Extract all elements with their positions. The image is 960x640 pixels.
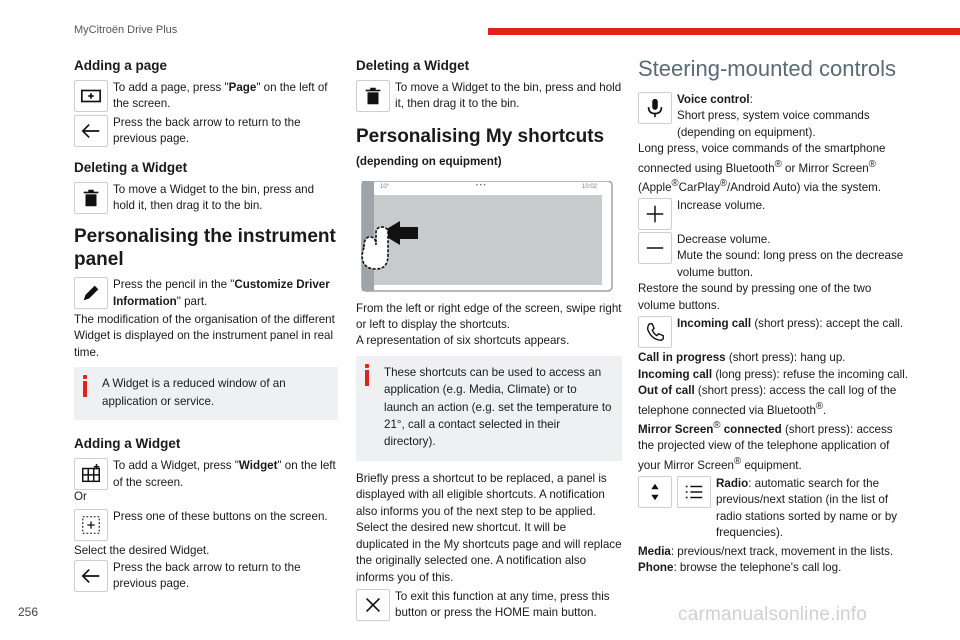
radio-row [638, 476, 910, 542]
step-delete-widget [74, 182, 338, 215]
radio-text-start: Radio: automatic search for the previous/next station (in the list of radio stations sorted by name or by frequencies). [716, 476, 898, 540]
back-arrow-text: Press the back arrow to return to the previous page. [113, 115, 301, 146]
voice-control-text: Voice control: Short press, system voice commands (depending on equipment). [677, 92, 870, 139]
bin-icon [74, 182, 108, 214]
out-of-call-text: Out of call (short press): access the call log of the telephone connected via Bluetooth®. [638, 384, 897, 417]
incoming-call-long-text: Incoming call (long press): refuse the incoming call. [638, 367, 908, 381]
heading-adding-page: Adding a page [74, 58, 168, 73]
info-note-widget [74, 367, 338, 420]
info-icon [364, 364, 370, 386]
bin-icon [356, 80, 390, 112]
column-left [74, 56, 338, 595]
header-accent-bar [488, 28, 960, 35]
incoming-call-row [638, 316, 910, 348]
running-header: MyCitroën Drive Plus [74, 24, 178, 36]
delete-widget-text-2: To move a Widget to the bin, press and hold it, then drag it to the bin. [395, 81, 622, 111]
info-note-shortcuts-text: These shortcuts can be used to access an application (e.g. Media, Climate) or to launch an action (e.g. set the temperature to 21°, call a contact selected in their directory). [384, 365, 612, 449]
page-number: 256 [18, 605, 39, 619]
heading-deleting-widget-2: Deleting a Widget [356, 58, 470, 73]
info-note-text: A Widget is a reduced window of an application or service. [102, 377, 286, 408]
add-widget-text: To add a Widget, press "Widget" on the left of the screen. [113, 459, 336, 489]
phone-icon [638, 316, 672, 348]
add-dotted-icon [74, 509, 108, 541]
shortcuts-para2: A representation of six shortcuts appears. [356, 334, 570, 348]
step-delete-widget-2 [356, 80, 622, 113]
step-add-page [74, 80, 338, 113]
column-middle [356, 56, 622, 624]
step-add-dotted [74, 509, 338, 541]
heading-personalise-panel: Personalising the instrument panel [74, 225, 336, 270]
back-arrow-text-2: Press the back arrow to return to the previous page. [113, 560, 301, 591]
screen-temp: 10° [380, 183, 390, 190]
plus-icon [638, 198, 672, 230]
add-page-text: To add a page, press "Page" on the left of the screen. [113, 81, 328, 111]
info-note-shortcuts [356, 356, 622, 461]
back-arrow-icon [74, 560, 108, 592]
minus-icon [638, 232, 672, 264]
up-down-arrows-icon [638, 476, 672, 508]
watermark: carmanualsonline.info [678, 604, 868, 625]
list-icon [677, 476, 711, 508]
screen-clock: 10:02 [582, 183, 598, 190]
restore-text: Restore the sound by pressing one of the two volume buttons. [638, 282, 872, 312]
step-back-arrow-2 [74, 560, 338, 593]
info-icon [82, 375, 88, 397]
step-back-arrow [74, 115, 338, 148]
or-text: Or [74, 490, 87, 504]
widget-grid-icon [74, 458, 108, 490]
shortcuts-subtitle: (depending on equipment) [356, 155, 502, 169]
select-widget-text: Select the desired Widget. [74, 544, 210, 558]
media-text: Media: previous/next track, movement in the lists. [638, 544, 894, 558]
call-progress-text: Call in progress (short press): hang up. [638, 351, 846, 365]
shortcuts-para1: From the left or right edge of the screen, swipe right or left to display the shortcuts. [356, 301, 622, 331]
close-icon [356, 589, 390, 621]
heading-adding-widget: Adding a Widget [74, 436, 181, 452]
delete-widget-text: To move a Widget to the bin, press and hold it, then drag it to the bin. [113, 182, 315, 213]
heading-shortcuts: Personalising My shortcuts [356, 125, 605, 147]
screen-dots: • • • [476, 182, 486, 189]
decrease-volume-text: Decrease volume. [677, 233, 771, 247]
incoming-call-text: Incoming call (short press): accept the call. [677, 317, 904, 331]
shortcuts-para4: Select the desired new shortcut. It will be duplicated in the My shortcuts page and will replace the originally selected one. A notification also informs you of this. [356, 521, 622, 584]
step-exit [356, 589, 622, 622]
voice-control-row [638, 92, 910, 141]
pencil-icon [74, 277, 108, 309]
phone-browse-text: Phone: browse the telephone's call log. [638, 561, 842, 575]
column-right [638, 56, 910, 577]
shortcuts-screen-illustration [356, 181, 614, 293]
mute-text: Mute the sound: long press on the decrease volume button. [677, 249, 904, 279]
heading-deleting-widget: Deleting a Widget [74, 159, 188, 175]
pencil-text: Press the pencil in the "Customize Driver Information" part. [113, 278, 330, 308]
step-pencil [74, 277, 338, 310]
microphone-icon [638, 92, 672, 124]
mirror-screen-text: Mirror Screen® connected (short press): access the projected view of the telephone application of your Mirror Screen® equipment. [638, 419, 893, 472]
increase-volume-row [638, 198, 910, 230]
shortcuts-para3: Briefly press a shortcut to be replaced, a panel is displayed with all eligible shortcuts. A notification also informs you of the next step to be applied. [356, 471, 607, 518]
increase-volume-text: Increase volume. [677, 199, 766, 213]
add-page-icon [74, 80, 108, 112]
exit-text: To exit this function at any time, press this button or press the HOME main button. [395, 590, 610, 620]
paragraph-panel-realtime: The modification of the organisation of the different Widget is displayed on the instrument panel in real time. [74, 312, 335, 359]
voice-long-press: Long press, voice commands of the smartphone connected using Bluetooth® or Mirror Screen® (Apple®CarPlay®/Android Auto) via the system. [638, 142, 886, 194]
heading-steering-controls: Steering-mounted controls [638, 56, 897, 81]
add-dotted-text: Press one of these buttons on the screen. [113, 510, 328, 524]
back-arrow-icon [74, 115, 108, 147]
step-add-widget [74, 458, 338, 491]
